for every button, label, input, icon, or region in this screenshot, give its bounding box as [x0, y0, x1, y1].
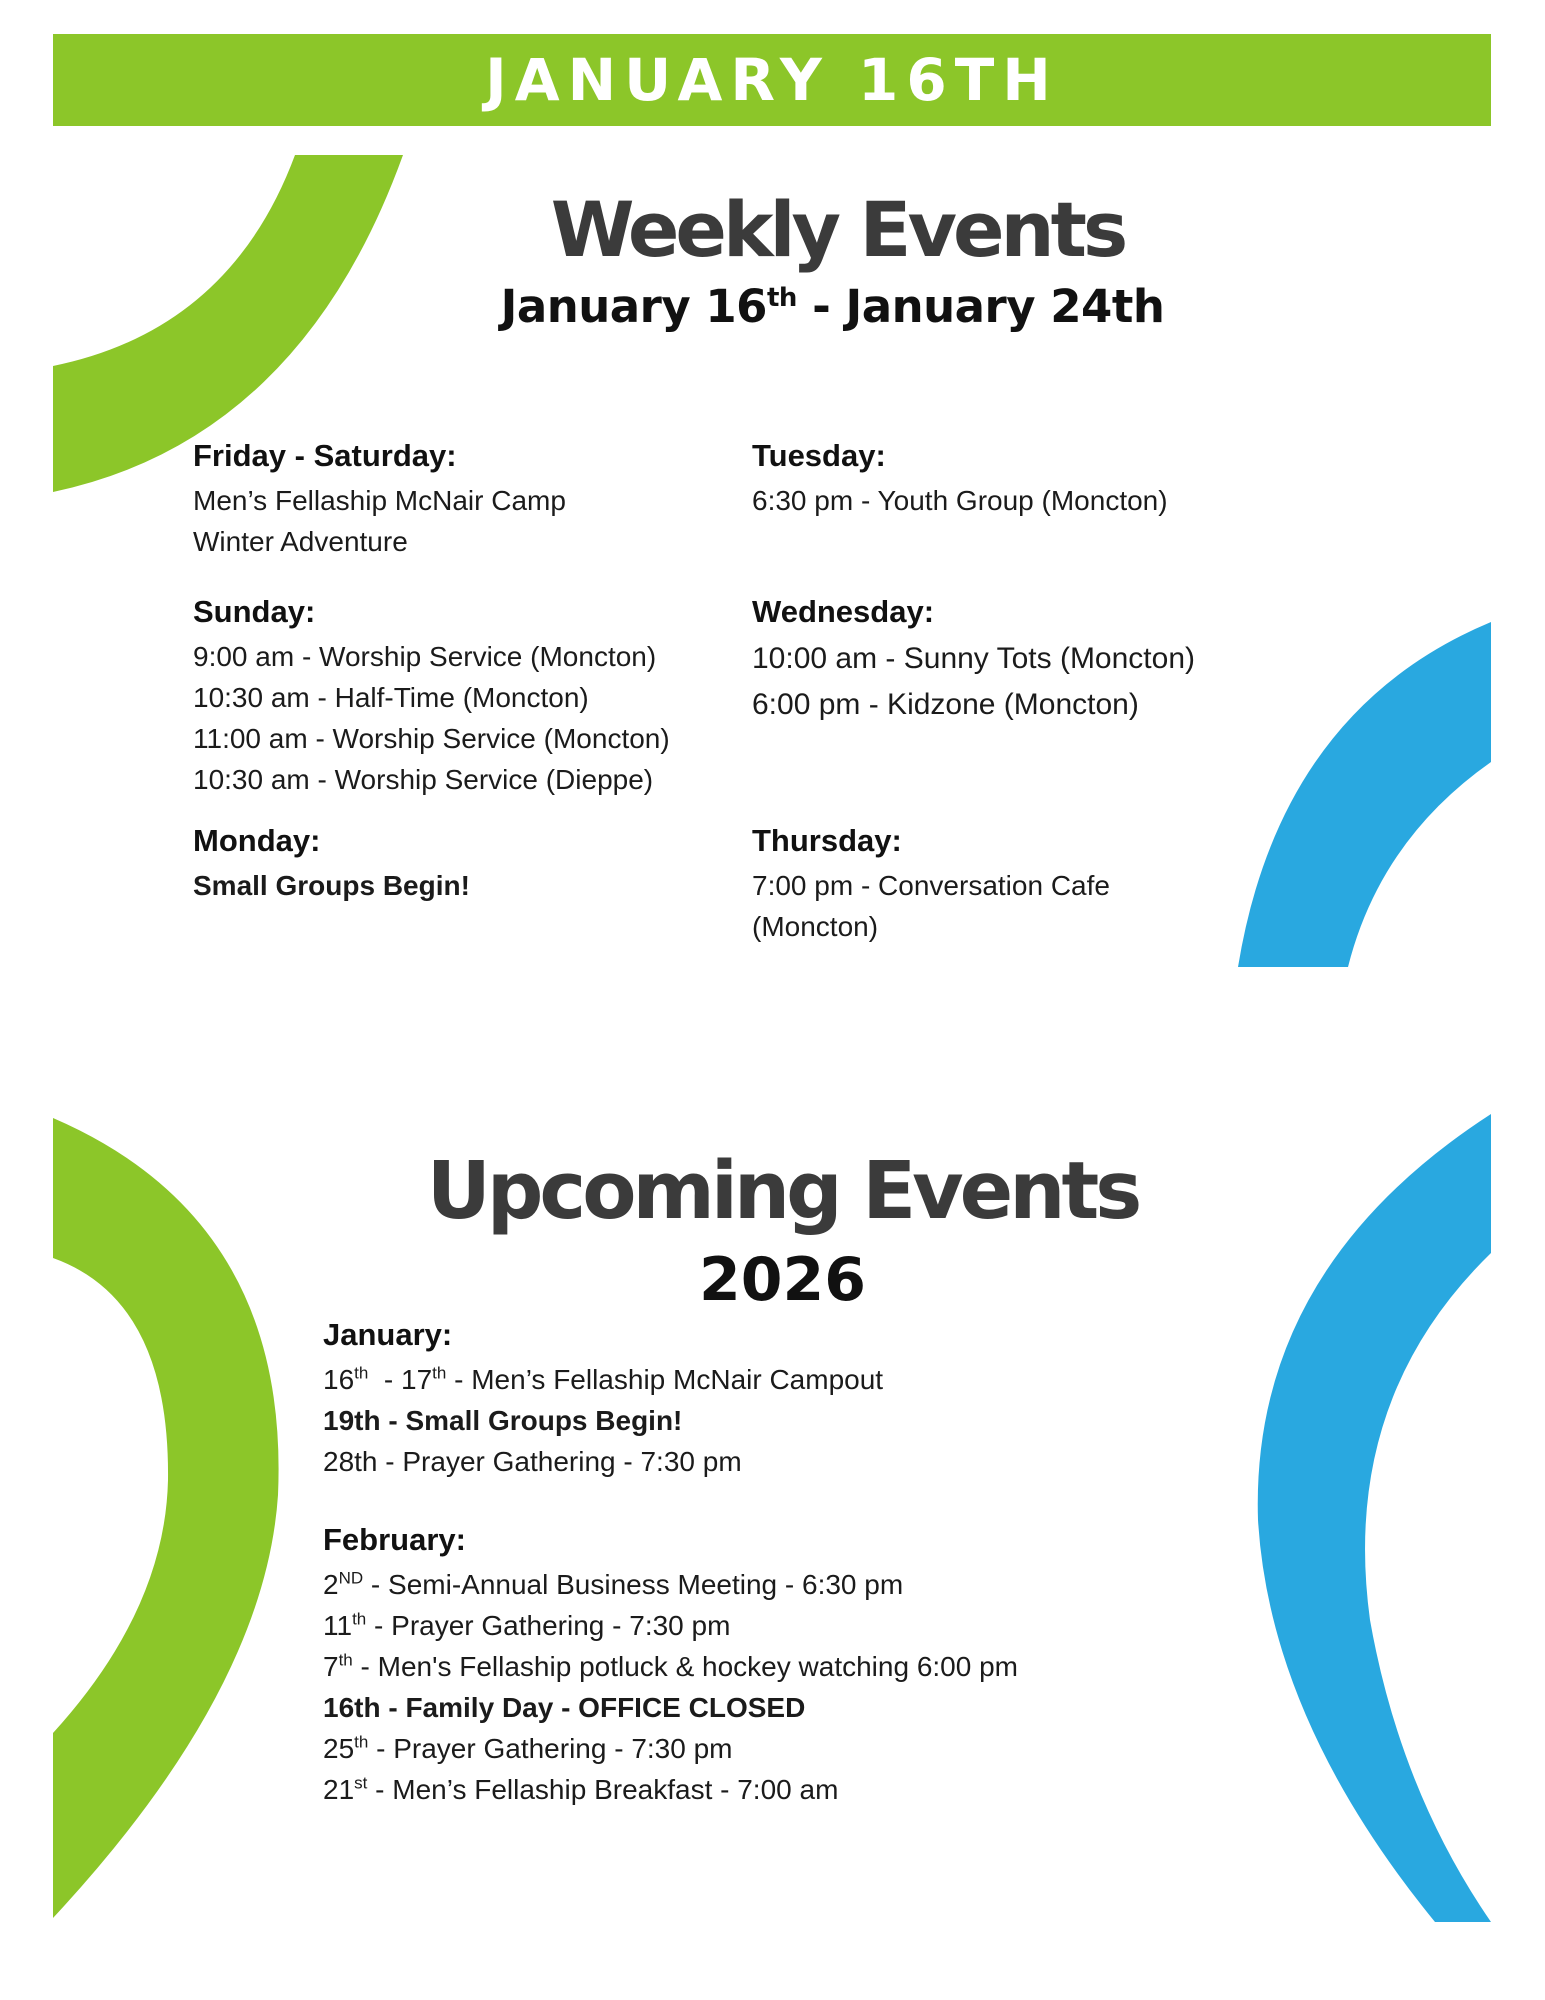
- feb-date: 2: [323, 1569, 339, 1600]
- january-line: 28th - Prayer Gathering - 7:30 pm: [323, 1446, 742, 1477]
- blue-arc-top-right: [1238, 622, 1491, 967]
- february-block: [323, 1518, 1018, 1810]
- feb-event-text: - Prayer Gathering - 7:30 pm: [366, 1610, 731, 1641]
- jan-date-start-sup: th: [354, 1363, 369, 1383]
- banner-text: JANUARY 16TH: [485, 46, 1059, 114]
- sunday-block: [193, 590, 670, 800]
- weekly-events-date-range: [0, 280, 1505, 333]
- date-range-start-sup: th: [767, 283, 797, 313]
- thursday-heading: Thursday:: [752, 823, 902, 858]
- wednesday-line: 6:00 pm - Kidzone (Moncton): [752, 688, 1139, 721]
- january-line: 19th - Small Groups Begin!: [323, 1405, 683, 1436]
- february-line: [323, 1728, 1018, 1769]
- upcoming-events-title: Upcoming Events: [426, 1145, 1139, 1237]
- sunday-heading: Sunday:: [193, 594, 316, 629]
- friday-saturday-block: [193, 434, 566, 562]
- feb-date-sup: ND: [338, 1568, 364, 1588]
- february-line: [323, 1564, 1018, 1605]
- wednesday-block: [752, 590, 1195, 728]
- sunday-line: 10:30 am - Half-Time (Moncton): [193, 682, 589, 713]
- friday-saturday-line: Winter Adventure: [193, 526, 408, 557]
- january-heading: January:: [323, 1317, 453, 1352]
- monday-block: [193, 819, 470, 906]
- feb-event-text: - Semi-Annual Business Meeting - 6:30 pm: [363, 1569, 904, 1600]
- february-line: [323, 1605, 1018, 1646]
- january-line: [323, 1359, 883, 1400]
- february-heading: February:: [323, 1522, 466, 1557]
- monday-heading: Monday:: [193, 823, 321, 858]
- feb-event-text: - Prayer Gathering - 7:30 pm: [368, 1733, 733, 1764]
- green-arc-bottom-left: [53, 1118, 279, 1918]
- sunday-line: 9:00 am - Worship Service (Moncton): [193, 641, 657, 672]
- thursday-line: (Moncton): [752, 911, 879, 942]
- thursday-block: [752, 819, 1110, 947]
- february-line: [323, 1646, 1018, 1687]
- jan-date-end: - 17: [368, 1364, 433, 1395]
- feb-date: 25: [323, 1733, 355, 1764]
- upcoming-events-year: 2026: [699, 1245, 866, 1315]
- sunday-line: 10:30 am - Worship Service (Dieppe): [193, 764, 654, 795]
- february-line: [323, 1769, 1018, 1810]
- tuesday-block: [752, 434, 1168, 521]
- sunday-line: 11:00 am - Worship Service (Moncton): [193, 723, 670, 754]
- feb-date: 7: [323, 1651, 339, 1682]
- feb-date-sup: th: [338, 1650, 353, 1670]
- friday-saturday-line: Men’s Fellaship McNair Camp: [193, 485, 566, 516]
- jan-date-start: 16: [323, 1364, 355, 1395]
- thursday-line: 7:00 pm - Conversation Cafe: [752, 870, 1110, 901]
- tuesday-heading: Tuesday:: [752, 438, 886, 473]
- feb-date-sup: th: [352, 1609, 367, 1629]
- monday-line: Small Groups Begin!: [193, 870, 470, 901]
- date-banner: [53, 34, 1491, 126]
- date-range-start: January 16: [500, 280, 767, 333]
- february-line: 16th - Family Day - OFFICE CLOSED: [323, 1692, 806, 1723]
- feb-date-sup: st: [354, 1773, 368, 1793]
- feb-date: 11: [323, 1610, 353, 1641]
- january-block: [323, 1313, 883, 1482]
- wednesday-heading: Wednesday:: [752, 594, 935, 629]
- feb-date-sup: th: [354, 1732, 369, 1752]
- feb-event-text: - Men's Fellaship potluck & hockey watching 6:00 pm: [352, 1651, 1018, 1682]
- feb-date: 21: [323, 1774, 355, 1805]
- date-range-end: - January 24th: [796, 280, 1165, 333]
- jan-date-end-sup: th: [432, 1363, 447, 1383]
- friday-saturday-heading: Friday - Saturday:: [193, 438, 457, 473]
- jan-event-text: - Men’s Fellaship McNair Campout: [446, 1364, 884, 1395]
- feb-event-text: - Men’s Fellaship Breakfast - 7:00 am: [367, 1774, 839, 1805]
- tuesday-line: 6:30 pm - Youth Group (Moncton): [752, 485, 1168, 516]
- wednesday-line: 10:00 am - Sunny Tots (Moncton): [752, 642, 1195, 675]
- weekly-events-title: Weekly Events: [550, 185, 1125, 274]
